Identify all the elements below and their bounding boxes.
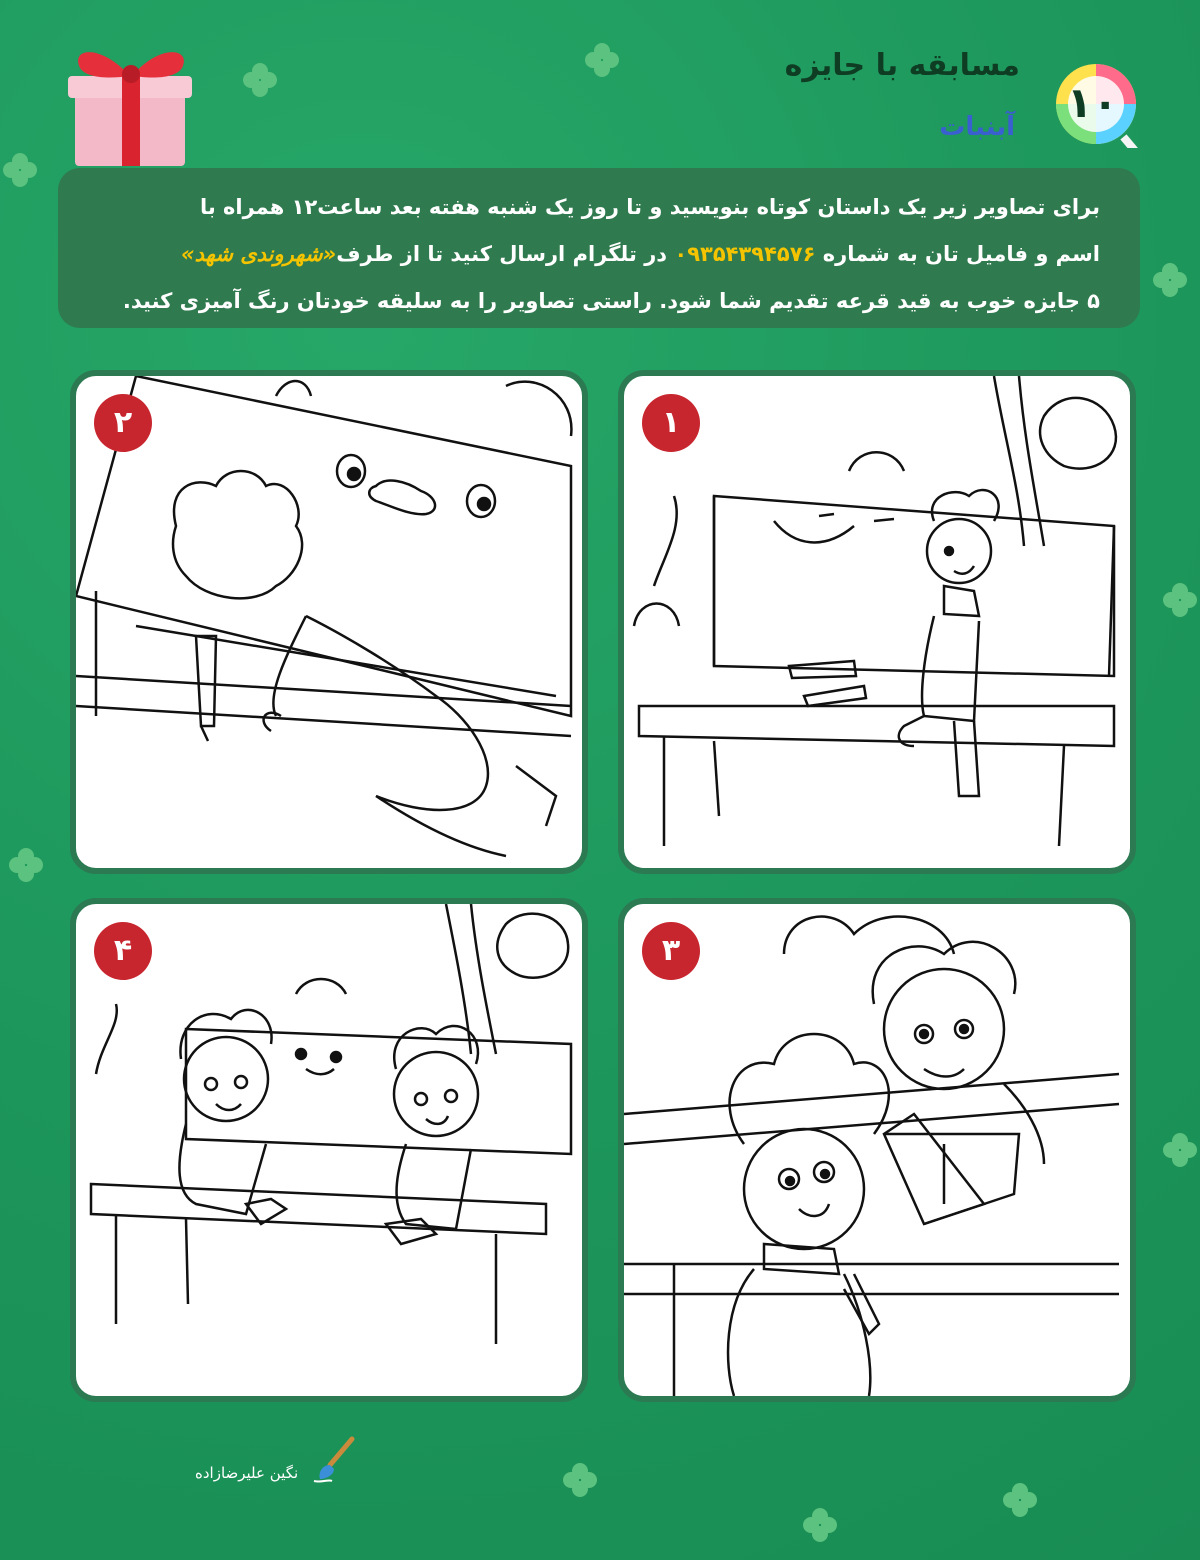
instructions-line-3: ۵ جایزه خوب به قید قرعه تقدیم شما شود. راستی تصاویر را به سلیقه خودتان رنگ آمیزی کنید. [122,289,1100,313]
instructions-line-2-start: اسم و فامیل تان به شماره [815,242,1100,266]
panel-1-number: ۱ [642,394,700,452]
clover-icon [560,1460,600,1500]
panel-4-illustration [76,904,582,1396]
panel-2-number: ۲ [94,394,152,452]
clover-icon [0,150,40,190]
brand-logo: آبنبات [939,112,1015,142]
clover-icon [1160,1130,1200,1170]
clover-icon [1000,1480,1040,1520]
panel-3 [618,898,1136,1402]
instructions-line-2 [98,231,1100,278]
clover-icon [240,60,280,100]
panel-1-illustration [624,376,1130,868]
issue-number: ۱۰ [1066,78,1118,127]
clover-icon [6,845,46,885]
instructions-box [58,168,1140,328]
panel-4-number: ۴ [94,922,152,980]
page-title: مسابقه با جایزه [784,48,1020,83]
gift-icon [60,38,200,168]
illustrator-credit: نگین علیرضازاده [195,1464,299,1482]
panel-2-illustration [76,376,582,868]
panel-2 [70,370,588,874]
panel-3-illustration [624,904,1130,1396]
instructions-line-1: برای تصاویر زیر یک داستان کوتاه بنویسید و تا روز یک شنبه هفته بعد ساعت۱۲ همراه با [199,195,1100,219]
clover-icon [1160,580,1200,620]
phone-number: ۰۹۳۵۴۳۹۴۵۷۶ [674,242,816,266]
panel-3-number: ۳ [642,922,700,980]
clover-icon [1150,260,1190,300]
panel-1 [618,370,1136,874]
magazine-name: «شهروندی شهد» [180,242,337,266]
header [785,48,1020,83]
instructions-line-2-end: در تلگرام ارسال کنید تا از طرف [336,242,675,266]
paintbrush-icon [312,1435,358,1485]
panel-4 [70,898,588,1402]
clover-icon [582,40,622,80]
clover-icon [800,1505,840,1545]
